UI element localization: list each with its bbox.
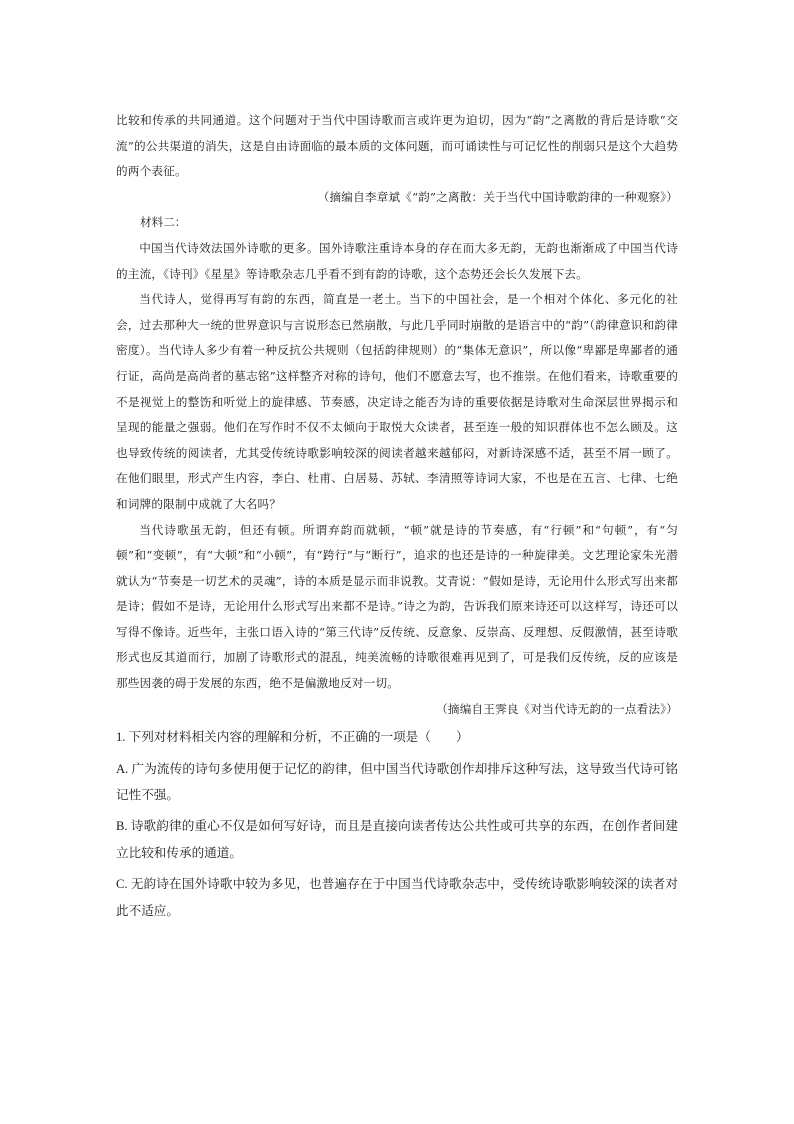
material-2-paragraph: 中国当代诗效法国外诗歌的更多。国外诗歌注重诗本身的存在而大多无韵，无韵也渐渐成了中国当代诗的主流，《诗刊》《星星》等诗歌杂志几乎看不到有韵的诗歌，这个态势还会长久发展下去。 <box>116 240 678 281</box>
opening-paragraph: 比较和传承的共同通道。这个问题对于当代中国诗歌而言或许更为迫切，因为“韵”之离散的背后是诗歌“交流”的公共渠道的消失，这是自由诗面临的最本质的文体问题，而可诵读性与可记忆性的削弱只是这个大趋势的两个表征。 <box>116 113 678 179</box>
source-citation-2: （摘编自王霁良《对当代诗无韵的一点看法》） <box>436 701 678 716</box>
material-2-paragraph: 当代诗歌虽无韵，但还有顿。所谓弃韵而就顿，“顿”就是诗的节奏感，有“行顿”和“句顿”，有“匀顿”和“变顿”，有“大顿”和“小顿”，有“跨行”与“断行”，追求的也还是诗的一种旋律美。文艺理论家朱光潜就认为“节奏是一切艺术的灵魂”，诗的本质是显示而非说教。艾青说：“假如是诗，无论用什么形式写出来都是诗；假如不是诗，无论用什么形式写出来都不是诗。”诗之为韵，告诉我们原来诗还可以这样写，诗还可以写得不像诗。近些年，主张口语入诗的“第三代诗”反传统、反意象、反崇高、反理想、反假激情，甚至诗歌形式也反其道而行，加剧了诗歌形式的混乱，纯美流畅的诗歌很难再见到了，可是我们反传统，反的应该是那些因袭的碍于发展的东西，绝不是偏激地反对一切。 <box>116 522 678 691</box>
option-b: B. 诗歌韵律的重心不仅是如何写好诗，而且是直接向读者传达公共性或可共享的东西，在创作者间建立比较和传承的通道。 <box>116 819 678 860</box>
question-stem: 1. 下列对材料相关内容的理解和分析，不正确的一项是（ ） <box>116 730 469 745</box>
option-a: A. 广为流传的诗句多使用便于记忆的韵律，但中国当代诗歌创作却排斥这种写法，这导致当代诗可铭记性不强。 <box>116 761 678 803</box>
material-2-heading: 材料二： <box>140 215 187 230</box>
material-2-paragraph: 当代诗人，觉得再写有韵的东西，简直是一老土。当下的中国社会，是一个相对个体化、多元化的社会，过去那种大一统的世界意识与言说形态已然崩散，与此几乎同时崩散的是语言中的“韵”（韵律意识和韵律密度）。当代诗人多少有着一种反抗公共规则（包括韵律规则）的“集体无意识”，所以像“卑鄙是卑鄙者的通行证，高尚是高尚者的墓志铭”这样整齐对称的诗句，他们不愿意去写，也不推崇。在他们看来，诗歌重要的不是视觉上的整饬和听觉上的旋律感、节奏感，决定诗之能否为诗的重要依据是诗歌对生命深层世界揭示和呈现的能量之强弱。他们在写作时不仅不太倾向于取悦大众读者，甚至连一般的知识群体也不怎么顾及。这也导致传统的阅读者，尤其受传统诗歌影响较深的阅读者越来越郁闷，对新诗深感不适，甚至不屑一顾了。在他们眼里，形式产生内容，李白、杜甫、白居易、苏轼、李清照等诗词大家，不也是在五言、七律、七绝和词牌的限制中成就了大名吗？ <box>116 292 678 511</box>
question-1 <box>116 724 678 924</box>
source-citation-1: （摘编自李章斌《“韵”之离散：关于当代中国诗歌韵律的一种观察》） <box>317 189 678 204</box>
option-c: C. 无韵诗在国外诗歌中较为多见，也普遍存在于中国当代诗歌杂志中，受传统诗歌影响较深的读者对此不适应。 <box>116 877 678 918</box>
document-page <box>116 108 678 924</box>
